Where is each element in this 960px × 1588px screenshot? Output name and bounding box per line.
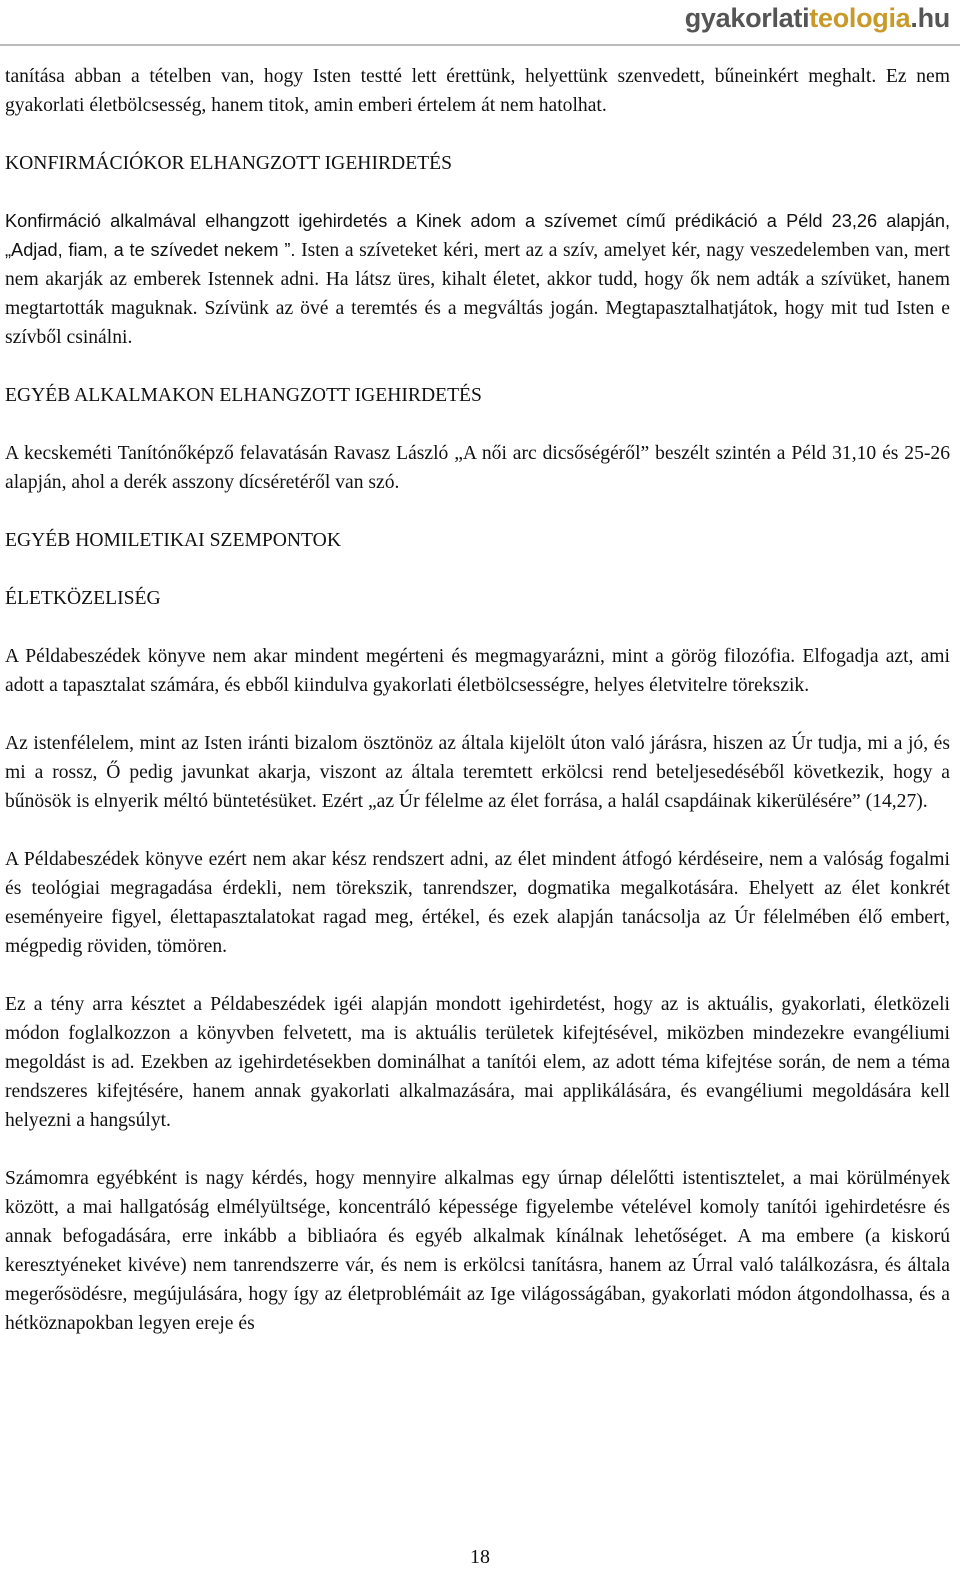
paragraph-kecskemet: A kecskeméti Tanítónőképző felavatásán Ravasz László „A női arc dicsőségéről” beszélt szintén a Péld 31,10 és 25-26 alapján, ahol a derék asszony dícséretéről van szó. [5, 443, 950, 493]
header-divider [0, 44, 960, 46]
heading-other-occasions: EGYÉB ALKALMAKON ELHANGZOTT IGEHIRDETÉS [5, 385, 482, 406]
paragraph-intro: tanítása abban a tételben van, hogy Isten testté lett érettünk, helyettünk szenvedett, bűneinkért meghalt. Ez nem gyakorlati életbölcsesség, hanem titok, amin emberi értelem át nem hatolhat. [5, 66, 950, 116]
heading-confirmation-sermon: KONFIRMÁCIÓKOR ELHANGZOTT IGEHIRDETÉS [5, 153, 453, 174]
paragraph-confirmation-lead: Konfirmáció alkalmával elhangzott igehirdetés a Kinek adom a szívemet című prédikáció a Péld 23,26 alapján, „Adjad, fiam, a te szívedet nekem ”. [5, 211, 950, 260]
paragraph-proverbs-philosophy: A Példabeszédek könyve nem akar mindent megérteni és megmagyarázni, mint a görög filozófia. Elfogadja azt, ami adott a tapasztalat számára, és ebből kiindulva gyakorlati életbölcsességre, helyes életvitelre törekszik. [5, 646, 950, 696]
paragraph-no-system: A Példabeszédek könyve ezért nem akar kész rendszert adni, az élet mindent átfogó kérdéseire, nem a valóság fogalmi és teológiai megragadása érdekli, nem törekszik, tanrendszer, dogmatika megalkotására. Ehelyett az élet konkrét eseményeire figyel, élettapasztalatokat ragad meg, értékel, és ezek alapján tanácsolja az Úr félelmében élő embert, mégpedig röviden, tömören. [5, 849, 950, 957]
paragraph-confirmation-rest: Isten a szíveteket kéri, mert az a szív, amelyet kér, nagy veszedelemben van, mert nem akarják az emberek Istennek adni. Ha látsz üres, kihalt életet, akkor tudd, hogy ők nem adták a szívüket, hanem megtartották maguknak. Szívünk az övé a teremtés és a megváltás jogán. Megtapasztalhatjátok, hogy mit tud Isten e szívből csinálni. [5, 240, 951, 348]
logo-text-part-3: .hu [910, 3, 950, 33]
logo-text-part-2: teologia [809, 3, 911, 33]
paragraph-practical-preaching: Ez a tény arra késztet a Példabeszédek igéi alapján mondott igehirdetést, hogy az is aktuális, gyakorlati, életközeli módon foglalkozzon a könyvben felvetett, ma is aktuális területek kifejtésével, miközben mindezekre evangéliumi megoldást is ad. Ezekben az igehirdetésekben dominálhat a tanítói elem, az adott téma kifejtése során, de nem a téma rendszeres kifejtésére, hanem annak gyakorlati alkalmazására, mai applikálására, és evangéliumi megoldására kell helyezni a hangsúlyt. [5, 994, 950, 1131]
document-body [5, 62, 950, 1338]
paragraph-fear-of-god: Az istenfélelem, mint az Isten iránti bizalom ösztönöz az általa kijelölt úton való járásra, hiszen az Úr tudja, mi a jó, és mi a rossz, Ő pedig javunkat akarja, viszont az általa teremtett erkölcsi rend beteljesedéséből következik, hogy a bűnösök is elnyerik méltó büntetésüket. Ezért „az Úr félelme az élet forrása, a halál csapdáinak kikerülésére” (14,27). [5, 733, 950, 812]
heading-life-closeness: ÉLETKÖZELISÉG [5, 588, 161, 609]
paragraph-sunday-service: Számomra egyébként is nagy kérdés, hogy mennyire alkalmas egy úrnap délelőtti istentisztelet, a mai körülmények között, a mai hallgatóság elmélyültsége, koncentráló képessége figyelembe vételével komoly tanítói igehirdetésre és annak befogadására, erre inkább a bibliaóra és egyéb alkalmak kínálnak lehetőséget. A ma embere (a kiskorú keresztyéneket kivéve) nem tanrendszerre vár, és nem is erkölcsi tanításra, hanem az Úrral való találkozásra, és általa megerősödésre, megújulására, hogy így az életproblémáit az Ige világosságában, gyakorlati módon átgondolhassa, és a hétköznapokban legyen ereje és [5, 1168, 950, 1334]
page-number: 18 [470, 1546, 490, 1568]
logo-text-part-1: gyakorlati [684, 3, 810, 33]
heading-homiletic-aspects: EGYÉB HOMILETIKAI SZEMPONTOK [5, 530, 341, 551]
site-logo [685, 2, 950, 34]
paragraph-confirmation [5, 207, 950, 352]
